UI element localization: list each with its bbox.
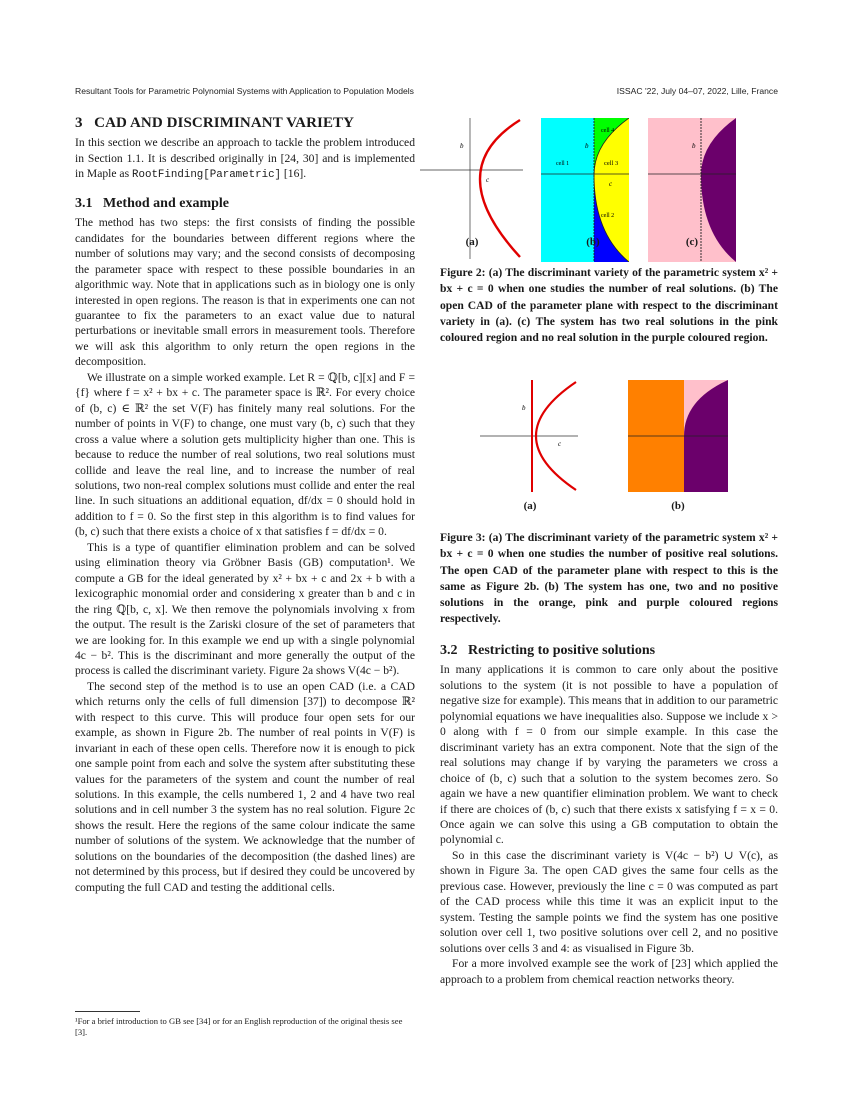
figure3b-label: (b) xyxy=(671,500,685,512)
paragraph: The method has two steps: the first consists of finding the possible candidates for the boundaries between different regions where the number of solutions may vary; and the second consists of decomposing the parameter space with respect to these possible boundaries in an algorithmic way. Note that in applications such as in biology one is only interested in open regions. The reason is that in experiments one can not guarantee to fix the parameters to an exact value due to natural perturbations or inevitable small errors in measurement tools. Therefore we will ask this algorithm to only return the open regions in the decomposition. xyxy=(75,216,415,369)
figure3b-plot xyxy=(628,380,728,492)
subsection-heading: 3.2 Restricting to positive solutions xyxy=(440,643,656,658)
figure3-caption: Figure 3: (a) The discriminant variety of the parametric system x² + bx + c = 0 when one studies the number of positive real solutions. The open CAD of the parameter plane with respect to this is the same as Figure 2b. (b) The system has one, two and no positive solutions in the orange, pink and purple coloured regions respectively. xyxy=(440,531,778,626)
svg-text:c: c xyxy=(609,180,613,188)
svg-text:b: b xyxy=(522,404,526,412)
paragraph: The second step of the method is to use an open CAD (i.e. a CAD which returns only the cells of full dimension [37]) to decompose ℝ² with respect to this curve. This will produce four open sets for our example, as shown in Figure 2b. The number of real points in V(F) is invariant in each of these open cells. Therefore now it is enough to pick one sample point from each and solve the system after substituting these values for the parameters of the system and count the number of real solutions. In this example, the cells numbered 1, 2 and 4 have two real solutions and in cell number 3 the system has no real solution. Figure 2c shows the result. Here the regions of the same colour indicate the same number of solutions of the system. We acknowledge that the number of solutions on the boundaries of the decomposition (the dashed lines) are not determined by this process, but if desired they could be uncovered by computing the full CAD and testing the additional cells. xyxy=(75,679,415,894)
running-header-title: Resultant Tools for Parametric Polynomial Systems with Application to Population Models xyxy=(75,86,414,96)
figure2b-label: (b) xyxy=(586,236,600,248)
svg-text:c: c xyxy=(558,440,562,448)
footnote: ¹For a brief introduction to GB see [34] or for an English reproduction of the original thesis see [3]. xyxy=(75,1016,403,1037)
cell1-label: cell 1 xyxy=(556,161,570,167)
cell2-label: cell 2 xyxy=(601,213,615,219)
axis-label-b: b xyxy=(460,142,464,150)
right-column-text xyxy=(440,643,778,987)
cell4-label: cell 4 xyxy=(601,128,615,134)
figure2a-label: (a) xyxy=(465,236,479,248)
subsection-heading: 3.1 Method and example xyxy=(75,195,229,211)
svg-text:b: b xyxy=(692,142,696,150)
paragraph: In many applications it is common to care only about the positive solutions to the system (it is not possible to have a population of negative size for example). This means that in addition to our parametric polynomial equations we have inequalities also. Suppose we include x > 0 along with f = 0 from our simple example. In this case the discriminant variety has an extra component. Note that the sign of the real solutions may change if by varying the parameters we cross a choice of (b, c) such that a solution to the system becomes zero. So again we have a new quantifier elimination problem. We want to check if there are choices of (b, c) such that there exists x satisfying f = x = 0. Once again we can solve this using a GB computation to obtain the polynomial c. xyxy=(440,663,778,847)
running-header-venue: ISSAC '22, July 04–07, 2022, Lille, France xyxy=(616,86,778,96)
axis-label-c: c xyxy=(486,176,490,184)
cell3-label: cell 3 xyxy=(604,160,619,167)
figure3a-label: (a) xyxy=(523,500,537,512)
paragraph: So in this case the discriminant variety is V(4c − b²) ∪ V(c), as shown in Figure 3a. The open CAD gives the same four cells as the previous case. However, previously the line c = 0 was computed as part of the CAD process while this time it was an explicit input to the system. Testing the sample points we find the system has one positive solution over cell 1, two positive solutions over cell 2, and no positive solutions over cells 3 and 4: as visualised in Figure 3b. xyxy=(440,848,778,955)
section-intro: In this section we describe an approach to tackle the problem introduced in Section 1.1. It is described originally in [24, 30] and is implemented in Maple as RootFinding[Parametric] [16]. xyxy=(75,136,415,182)
left-column xyxy=(75,116,415,895)
figure3a-plot xyxy=(480,380,580,492)
section-heading: 3 CAD AND DISCRIMINANT VARIETY xyxy=(75,115,355,131)
paragraph: This is a type of quantifier elimination problem and can be solved using elimination theory via Gröbner Basis (GB) computation¹. We compute a GB for the ideal generated by x² + bx + c and 2x + b with a lexicographic monomial order and considering x greater than b and c in the ring ℚ[b, c, x]. We then remove the polynomials involving x from the output. The result is the Zariski closure of the set of parameters that we are looking for. In this example we end up with a single polynomial 4c − b². This is the discriminant and more generally the output of the process is called the discriminant variety. Figure 2a shows V(4c − b²). xyxy=(75,540,415,678)
paragraph: For a more involved example see the work of [23] which applied the approach to a problem from chemical reaction networks theory. xyxy=(440,957,778,986)
paragraph: We illustrate on a simple worked example. Let R = ℚ[b, c][x] and F = {f} where f = x² + bx + c. The parameter space is ℝ². For every choice of (b, c) ∈ ℝ² the set V(F) has finitely many real solutions. For the number of points in V(F) to change, one must vary (b, c) such that they cross a value where a solution gets multiplicity higher than one. This is because to reduce the number of real solutions, two real solutions must collide and leave the real line, and to increase the number of real solutions, two non-real complex solutions must collide and enter the real line. In such situations an additional equation, df/dx = 0 should hold in addition to f = 0. So the first step in this algorithm is to find values for (b, c) such that there exists a choice of x that satisfies f = df/dx = 0. xyxy=(75,370,415,539)
svg-text:b: b xyxy=(585,142,589,150)
figure2-caption: Figure 2: (a) The discriminant variety of the parametric system x² + bx + c = 0 when one studies the number of real solutions. (b) The open CAD of the parameter plane with respect to the discriminant variety in (a). (c) The system has two real solutions in the pink coloured region and no real solution in the purple coloured region. xyxy=(440,266,778,345)
footnote-rule xyxy=(75,1011,140,1012)
figure2c-label: (c) xyxy=(685,236,699,248)
